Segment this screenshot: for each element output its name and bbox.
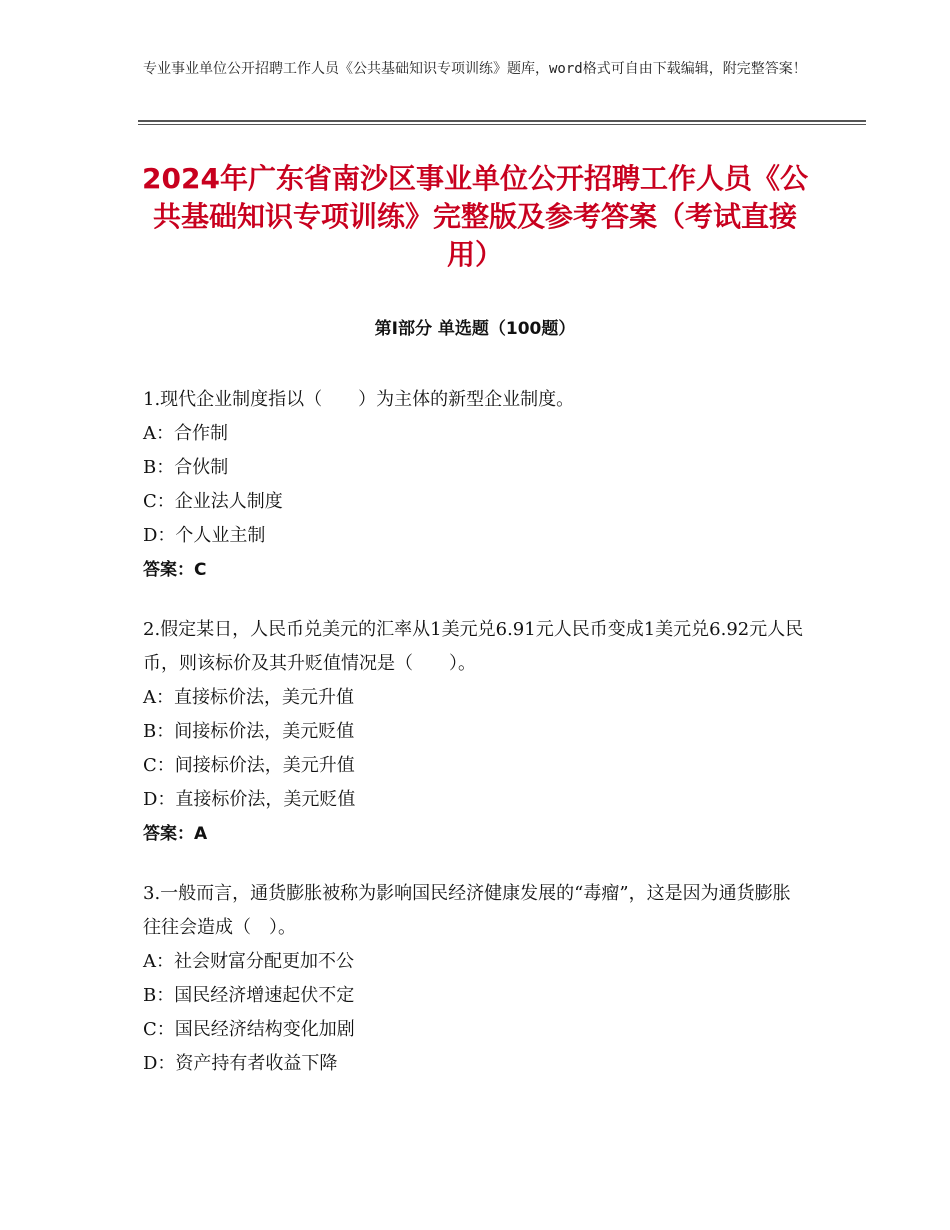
option-d: D：个人业主制: [143, 525, 266, 546]
option-b: B：合伙制: [143, 457, 229, 478]
question-1: [143, 383, 808, 587]
option-c: C：国民经济结构变化加剧: [143, 1019, 355, 1040]
option-c: C：企业法人制度: [143, 491, 283, 512]
question-3: [143, 877, 808, 1081]
question-2: [143, 613, 808, 851]
question-text: 3.一般而言，通货膨胀被称为影响国民经济健康发展的“毒瘤”，这是因为通货膨胀往往会造成（ ）。: [143, 883, 791, 938]
header-divider: [138, 120, 866, 125]
header-divider-thick: [138, 120, 866, 122]
answer: 答案：C: [143, 560, 207, 580]
header-note: 专业事业单位公开招聘工作人员《公共基础知识专项训练》题库，word格式可自由下载编辑，附完整答案！: [143, 61, 807, 77]
option-a: A：社会财富分配更加不公: [143, 951, 354, 972]
option-b: B：间接标价法，美元贬值: [143, 721, 355, 742]
option-a: A：直接标价法，美元升值: [143, 687, 354, 708]
question-list: [143, 383, 808, 1107]
header-divider-thin: [138, 124, 866, 125]
section-heading: 第Ⅰ部分 单选题（100题）: [374, 319, 576, 339]
option-a: A：合作制: [143, 423, 228, 444]
document-title: 2024年广东省南沙区事业单位公开招聘工作人员《公共基础知识专项训练》完整版及参考答案（考试直接用）: [142, 162, 808, 271]
option-d: D：资产持有者收益下降: [143, 1053, 338, 1074]
option-d: D：直接标价法，美元贬值: [143, 789, 356, 810]
answer: 答案：A: [143, 824, 208, 844]
option-b: B：国民经济增速起伏不定: [143, 985, 355, 1006]
question-text: 2.假定某日，人民币兑美元的汇率从1美元兑6.91元人民币变成1美元兑6.92元人民币，则该标价及其升贬值情况是（ ）。: [143, 619, 804, 674]
question-text: 1.现代企业制度指以（ ）为主体的新型企业制度。: [143, 389, 575, 410]
option-c: C：间接标价法，美元升值: [143, 755, 355, 776]
